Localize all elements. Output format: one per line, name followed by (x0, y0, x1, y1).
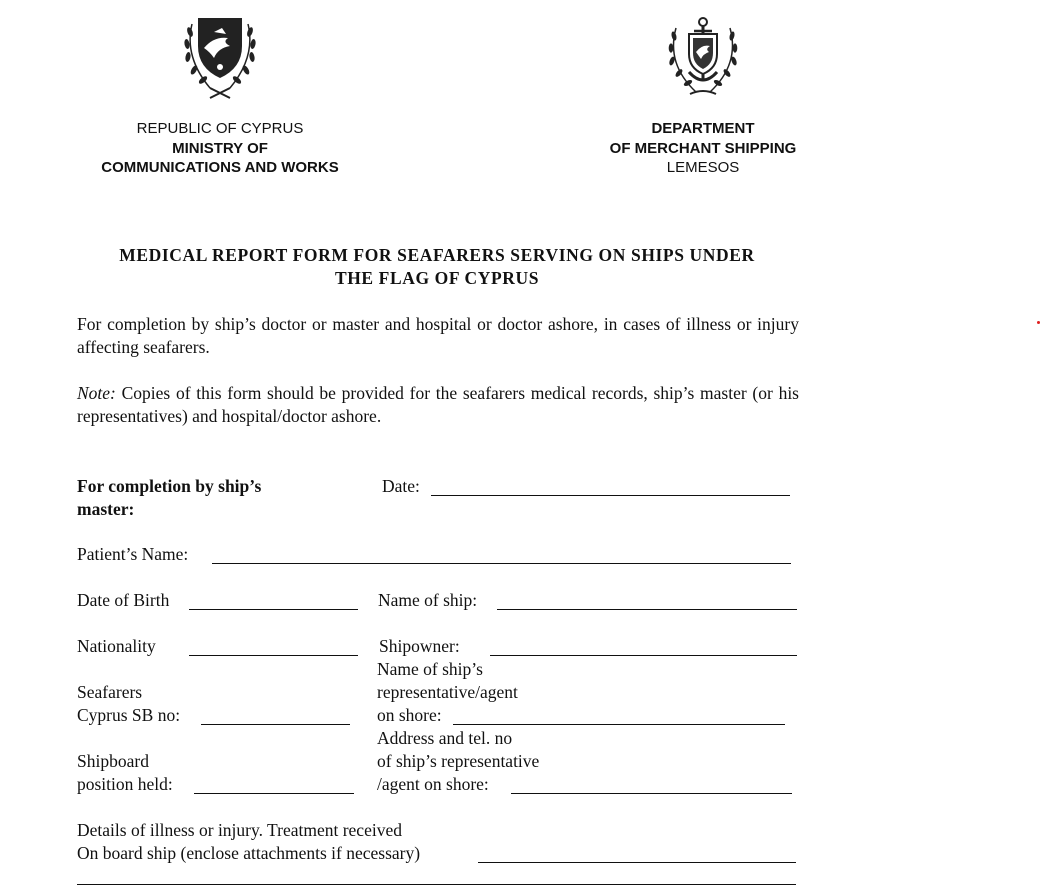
details-field[interactable] (478, 862, 796, 863)
address-label-line-2: of ship’s representative (377, 751, 540, 771)
sb-number-label (77, 681, 180, 727)
header-lemesos: LEMESOS (666, 159, 740, 176)
header-department: DEPARTMENT (651, 120, 755, 137)
name-of-ship-label: Name of ship: (378, 590, 478, 610)
agent-label (377, 658, 518, 727)
title-line-1: MEDICAL REPORT FORM FOR SEAFARERS SERVING ON SHIPS UNDER (119, 245, 755, 265)
agent-field[interactable] (453, 724, 785, 725)
address-label-line-3: /agent on shore: (377, 774, 489, 794)
intro-paragraph: For completion by ship’s doctor or master and hospital or doctor ashore, in cases of illness or injury affecting seafarers. (77, 314, 799, 357)
header-merchant-shipping: OF MERCHANT SHIPPING (609, 139, 797, 157)
sb-number-field[interactable] (201, 724, 350, 725)
address-label (377, 727, 539, 796)
agent-label-line-3: on shore: (377, 705, 442, 725)
details-label (77, 819, 420, 865)
details-label-line-1: Details of illness or injury. Treatment received (77, 820, 402, 840)
date-field[interactable] (431, 495, 790, 496)
position-label-line-1: Shipboard (77, 751, 149, 771)
patient-name-field[interactable] (212, 563, 791, 564)
note-paragraph (77, 382, 799, 428)
document-title (60, 244, 814, 290)
cyprus-coat-of-arms-icon (170, 12, 270, 102)
sb-number-label-line-1: Seafarers (77, 682, 143, 702)
details-label-line-2: On board ship (enclose attachments if necessary) (77, 843, 421, 863)
section-heading-line-1: For completion by ship’s (77, 476, 262, 496)
red-dot-mark (1037, 321, 1040, 324)
shipowner-label: Shipowner: (379, 636, 460, 656)
agent-label-line-2: representative/agent (377, 682, 518, 702)
title-line-2: THE FLAG OF CYPRUS (334, 268, 540, 288)
header-republic: REPUBLIC OF CYPRUS (136, 120, 304, 137)
name-of-ship-field[interactable] (497, 609, 797, 610)
note-text: Copies of this form should be provided for the seafarers medical records, ship’s master (or his representatives) and hospital/doctor ashore. (77, 383, 799, 426)
position-label-line-2: position held: (77, 774, 173, 794)
header-left (60, 119, 380, 178)
details-field-line-2[interactable] (77, 884, 796, 885)
position-label (77, 750, 173, 796)
sb-number-label-line-2: Cyprus SB no: (77, 705, 181, 725)
nationality-field[interactable] (189, 655, 358, 656)
address-label-line-1: Address and tel. no (377, 728, 513, 748)
header-ministry: MINISTRY OF (172, 139, 268, 157)
shipowner-field[interactable] (490, 655, 797, 656)
date-label: Date: (382, 476, 420, 496)
date-of-birth-label: Date of Birth (77, 590, 170, 610)
date-of-birth-field[interactable] (189, 609, 358, 610)
header-right (553, 119, 853, 178)
header-communications: COMMUNICATIONS AND WORKS (101, 159, 339, 176)
address-field[interactable] (511, 793, 792, 794)
merchant-shipping-anchor-crest-icon (660, 14, 746, 100)
agent-label-line-1: Name of ship’s (377, 659, 483, 679)
position-field[interactable] (194, 793, 354, 794)
section-heading (77, 475, 261, 521)
patient-name-label: Patient’s Name: (77, 544, 189, 564)
nationality-label: Nationality (77, 636, 156, 656)
note-label: Note: (77, 383, 116, 403)
section-heading-line-2: master: (77, 499, 135, 519)
